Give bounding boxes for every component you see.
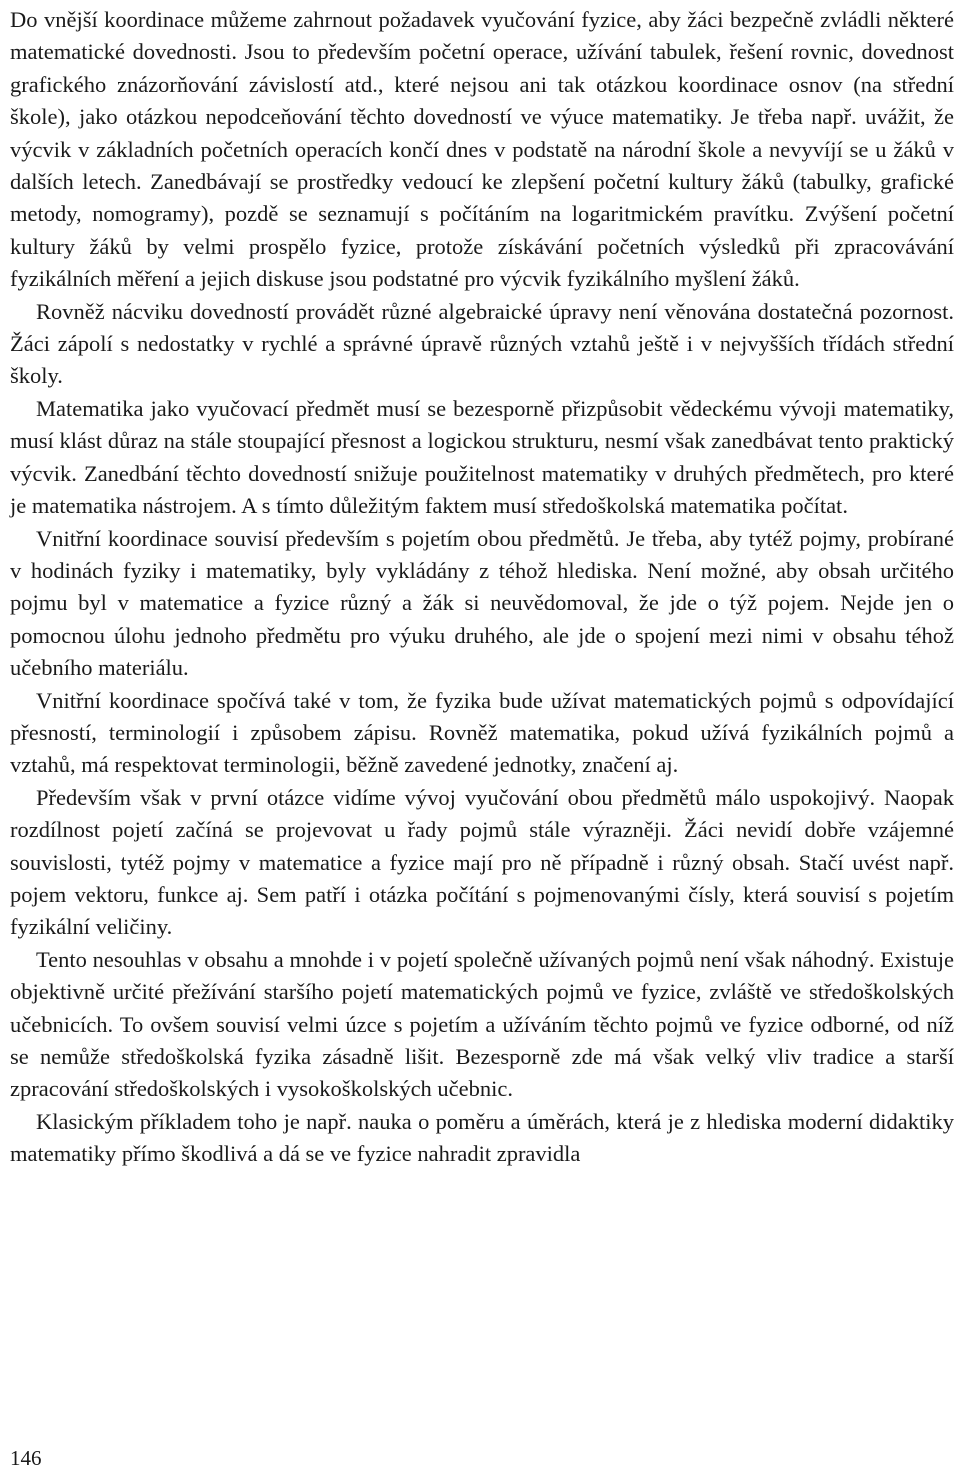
page-number: 146: [10, 1446, 42, 1470]
paragraph-1: Do vnější koordinace můžeme zahrnout požadavek vyučování fyzice, aby žáci bezpečně zvládli některé matematické dovednosti. Jsou to především početní operace, užívání tabulek, řešení rovnic, dovednost grafického znázorňování závislostí atd., které nejsou ani tak otázkou koordinace osnov (na střední škole), jako otázkou nepodceňování těchto dovedností ve výuce matematiky. Je třeba např. uvážit, že výcvik v základních početních operacích končí dnes v podstatě na národní škole a nevyvíjí se u žáků v dalších letech. Zanedbávají se prostředky vedoucí ke zlepšení početní kultury žáků (tabulky, grafické metody, nomogramy), pozdě se seznamují s počítáním na logaritmickém pravítku. Zvýšení početní kultury žáků by velmi prospělo fyzice, protože získávání početních výsledků při zpracovávání fyzikálních měření a jejich diskuse jsou podstatné pro výcvik fyzikálního myšlení žáků.: [10, 7, 954, 292]
paragraph-5: Vnitřní koordinace spočívá také v tom, že fyzika bude užívat matematických pojmů s odpovídající přesností, terminologií i způsobem zápisu. Rovněž matematika, pokud užívá fyzikálních pojmů a vztahů, má respektovat terminologii, běžně zavedené jednotky, značení aj.: [10, 687, 954, 778]
paragraph-4: Vnitřní koordinace souvisí především s pojetím obou předmětů. Je třeba, aby tytéž pojmy, probírané v hodinách fyziky i matematiky, byly vykládány z téhož hlediska. Není možné, aby obsah určitého pojmu byl v matematice a fyzice různý a žák si neuvědomoval, že jde o týž pojem. Nejde jen o pomocnou úlohu jednoho předmětu pro výuku druhého, ale jde o spojení mezi nimi v obsahu téhož učebního materiálu.: [10, 525, 954, 681]
paragraph-7: Tento nesouhlas v obsahu a mnohde i v pojetí společně užívaných pojmů není však náhodný. Existuje objektivně určité přežívání staršího pojetí matematických pojmů ve fyzice, zvláště ve středoškolských učebnicích. To ovšem souvisí velmi úzce s pojetím a užíváním těchto pojmů ve fyzice odborné, od níž se nemůže středoškolská fyzika zásadně lišit. Bezesporně zde má však velký vliv tradice a starší zpracování středoškolských i vysokoškolských učebnic.: [10, 946, 954, 1102]
paragraph-3: Matematika jako vyučovací předmět musí se bezesporně přizpůsobit vědeckému vývoji matematiky, musí klást důraz na stále stoupající přesnost a logickou strukturu, nesmí však zanedbávat tento praktický výcvik. Zanedbání těchto dovedností snižuje použitelnost matematiky v druhých předmětech, pro které je matematika nástrojem. A s tímto důležitým faktem musí středoškolská matematika počítat.: [10, 395, 954, 519]
paragraph-6: Především však v první otázce vidíme vývoj vyučování obou předmětů málo uspokojivý. Naopak rozdílnost pojetí začíná se projevovat u řady pojmů stále výrazněji. Žáci nevidí dobře vzájemné souvislosti, tytéž pojmy v matematice a fyzice mají pro ně případně i různý obsah. Stačí uvést např. pojem vektoru, funkce aj. Sem patří i otázka počítání s pojmenovanými čísly, která souvisí s pojetím fyzikální veličiny.: [10, 784, 954, 940]
paragraph-2: Rovněž nácviku dovedností provádět různé algebraické úpravy není věnována dostatečná pozornost. Žáci zápolí s nedostatky v rychlé a správné úpravě různých vztahů ještě i v nejvyšších třídách střední školy.: [10, 298, 954, 389]
page-body: [10, 4, 954, 1171]
paragraph-8: Klasickým příkladem toho je např. nauka o poměru a úměrách, která je z hlediska moderní didaktiky matematiky přímo škodlivá a dá se ve fyzice nahradit zpravidla: [10, 1108, 954, 1167]
